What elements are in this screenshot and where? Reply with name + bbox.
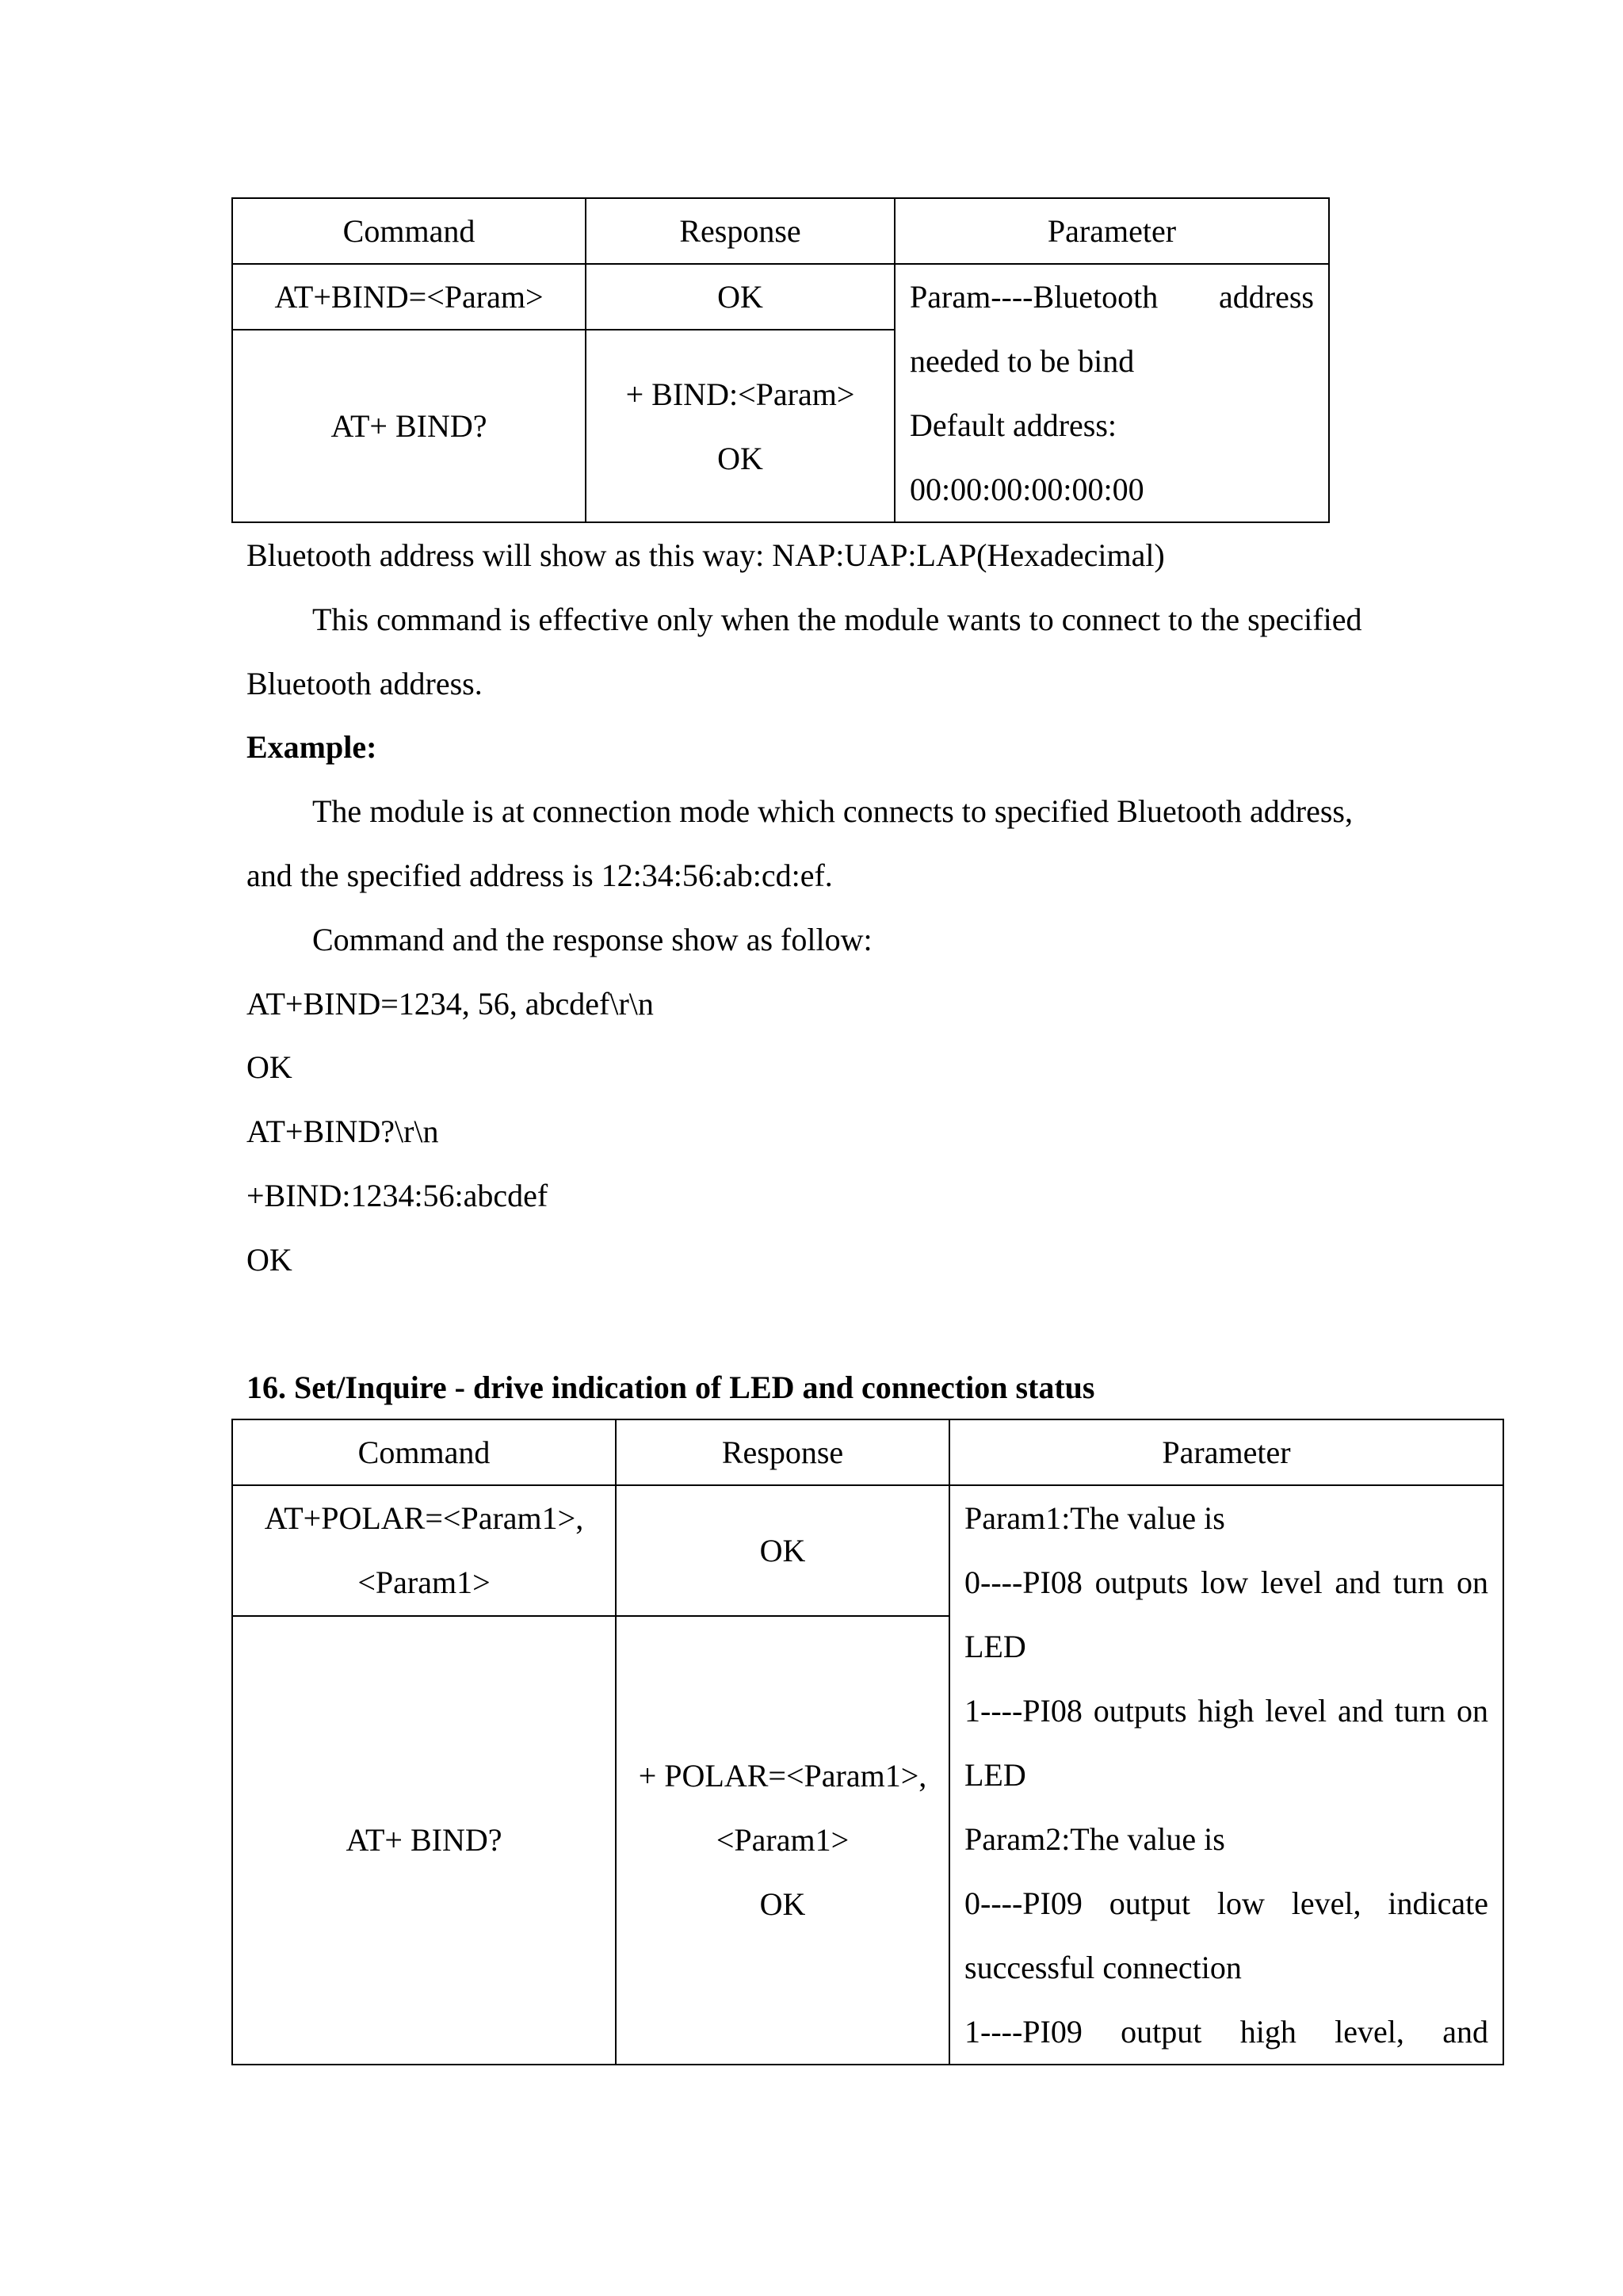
example-desc-text-cont: and the specified address is 12:34:56:ab:cd:ef. xyxy=(246,858,833,893)
table1-row2-response-line: OK xyxy=(717,440,763,476)
table1-param-line: 00:00:00:00:00:00 xyxy=(910,472,1144,507)
table2-row1-response: OK xyxy=(616,1485,949,1616)
table1-parameter-cell xyxy=(895,264,1329,522)
bind-command-table xyxy=(231,197,1330,523)
table1-row1-command: AT+BIND=<Param> xyxy=(232,264,586,330)
table2-header-command: Command xyxy=(232,1419,616,1485)
table1-row2-command: AT+ BIND? xyxy=(232,330,586,522)
table2-param-line: 0----PI08 outputs low level and turn on xyxy=(964,1564,1488,1600)
table1-row2-response xyxy=(586,330,895,522)
example-desc-text: The module is at connection mode which connects to specified Bluetooth address, xyxy=(312,793,1353,829)
table2-param-line: LED xyxy=(964,1757,1026,1793)
table2-parameter-cell xyxy=(949,1485,1503,2065)
command-response-intro: Command and the response show as follow: xyxy=(312,922,873,957)
table2-header-parameter: Parameter xyxy=(949,1419,1503,1485)
table2-row2-response-line: <Param1> xyxy=(716,1822,850,1859)
section-16-title: 16. Set/Inquire - drive indication of LED and connection status xyxy=(246,1370,1095,1405)
table1-row2-response-line: + BIND:<Param> xyxy=(625,376,855,412)
table2-row2-response-line: + POLAR=<Param1>, xyxy=(638,1758,927,1794)
table2-param-line: Param1:The value is xyxy=(964,1500,1225,1536)
table2-param-line: 1----PI08 outputs high level and turn on xyxy=(964,1693,1488,1729)
table1-header-response: Response xyxy=(586,198,895,264)
table2-param-line: 1----PI09 output high level, and xyxy=(964,2014,1488,2050)
code-line: OK xyxy=(246,1049,292,1085)
table2-row1-command-line: <Param1> xyxy=(357,1564,491,1601)
table2-row1-command-line: AT+POLAR=<Param1>, xyxy=(264,1500,584,1537)
table1-param-line: needed to be bind xyxy=(910,343,1135,379)
code-line: AT+BIND=1234, 56, abcdef\r\n xyxy=(246,986,654,1022)
table2-row2-command: AT+ BIND? xyxy=(232,1616,616,2065)
table1-header-command: Command xyxy=(232,198,586,264)
example-heading: Example: xyxy=(246,729,377,765)
table1-param-line: Default address: xyxy=(910,407,1117,443)
table2-header-response: Response xyxy=(616,1419,949,1485)
table2-param-line: Param2:The value is xyxy=(964,1821,1225,1857)
code-line: OK xyxy=(246,1242,292,1278)
table1-header-parameter: Parameter xyxy=(895,198,1329,264)
table2-row1-command xyxy=(232,1485,616,1616)
table2-param-line: LED xyxy=(964,1629,1026,1664)
polar-command-table xyxy=(231,1419,1504,2065)
table2-param-line: 0----PI09 output low level, indicate xyxy=(964,1885,1488,1921)
code-line: +BIND:1234:56:abcdef xyxy=(246,1178,548,1213)
effective-note-text-cont: Bluetooth address. xyxy=(246,666,483,701)
code-line: AT+BIND?\r\n xyxy=(246,1114,439,1149)
table1-param-line: address xyxy=(1219,279,1314,315)
effective-note-text: This command is effective only when the module wants to connect to the specified xyxy=(312,602,1362,637)
table1-param-line: Param----Bluetooth xyxy=(910,279,1159,315)
table2-row2-response xyxy=(616,1616,949,2065)
address-format-text: Bluetooth address will show as this way: NAP:UAP:LAP(Hexadecimal) xyxy=(246,537,1165,573)
table2-row2-response-line: OK xyxy=(759,1886,806,1923)
table1-row1-response: OK xyxy=(586,264,895,330)
table2-param-line: successful connection xyxy=(964,1950,1242,1985)
